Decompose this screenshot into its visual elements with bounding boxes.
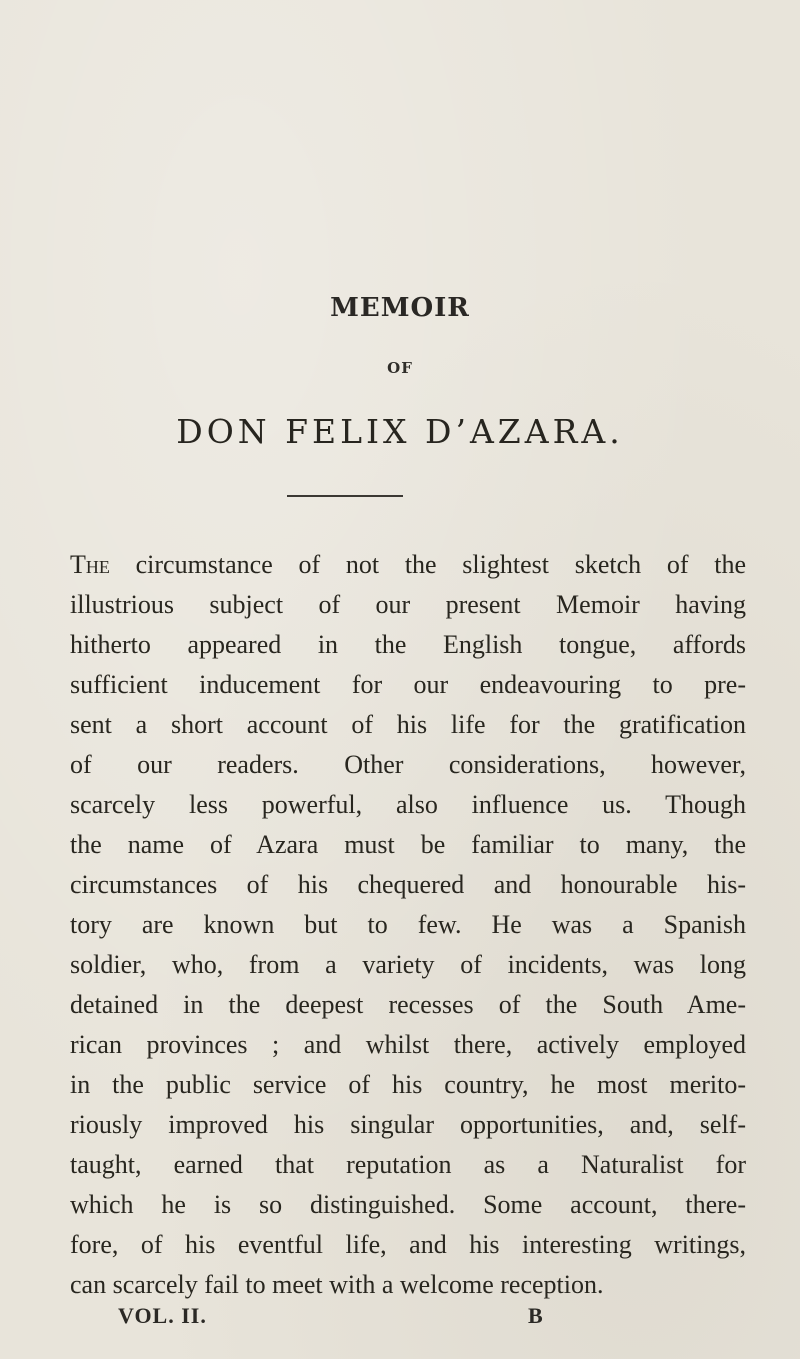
- line-text: circumstance of not the slightest sketch of the: [109, 550, 746, 579]
- paragraph-line: detained in the deepest recesses of the South Ame-: [70, 990, 746, 1019]
- paragraph-line: in the public service of his country, he most merito-: [70, 1070, 746, 1099]
- paragraph-line: can scarcely fail to meet with a welcome reception.: [70, 1270, 604, 1299]
- volume-label: VOL. II.: [118, 1303, 207, 1328]
- title-divider: [287, 495, 403, 497]
- paragraph-line: the name of Azara must be familiar to many, the: [70, 830, 746, 859]
- paragraph-line: which he is so distinguished. Some account, there-: [70, 1190, 746, 1219]
- paragraph-line: [70, 545, 746, 585]
- paragraph-line: circumstances of his chequered and honourable his-: [70, 870, 746, 899]
- title-of: OF: [387, 359, 413, 377]
- paragraph-line: riously improved his singular opportunities, and, self-: [70, 1110, 746, 1139]
- paragraph-line: hitherto appeared in the English tongue, affords: [70, 630, 746, 659]
- paragraph-line: taught, earned that reputation as a Naturalist for: [70, 1150, 746, 1179]
- paragraph-line: illustrious subject of our present Memoir having: [70, 590, 746, 619]
- paragraph-line: sufficient inducement for our endeavouring to pre-: [70, 670, 746, 699]
- paragraph-line: rican provinces ; and whilst there, actively employed: [70, 1030, 746, 1059]
- paragraph-line: sent a short account of his life for the gratification: [70, 710, 746, 739]
- paragraph-line: tory are known but to few. He was a Spanish: [70, 910, 746, 939]
- title-memoir: MEMOIR: [330, 293, 470, 323]
- paragraph-line: fore, of his eventful life, and his interesting writings,: [70, 1230, 746, 1259]
- title-subject-name: DON FELIX D’AZARA.: [176, 412, 624, 451]
- paragraph-line: soldier, who, from a variety of incidents, was long: [70, 950, 746, 979]
- drop-word: The: [70, 550, 110, 579]
- paragraph-line: of our readers. Other considerations, however,: [70, 750, 746, 779]
- paragraph-line: scarcely less powerful, also influence us. Though: [70, 790, 746, 819]
- memoir-paragraph: [70, 545, 746, 1305]
- signature-mark: B: [528, 1303, 543, 1328]
